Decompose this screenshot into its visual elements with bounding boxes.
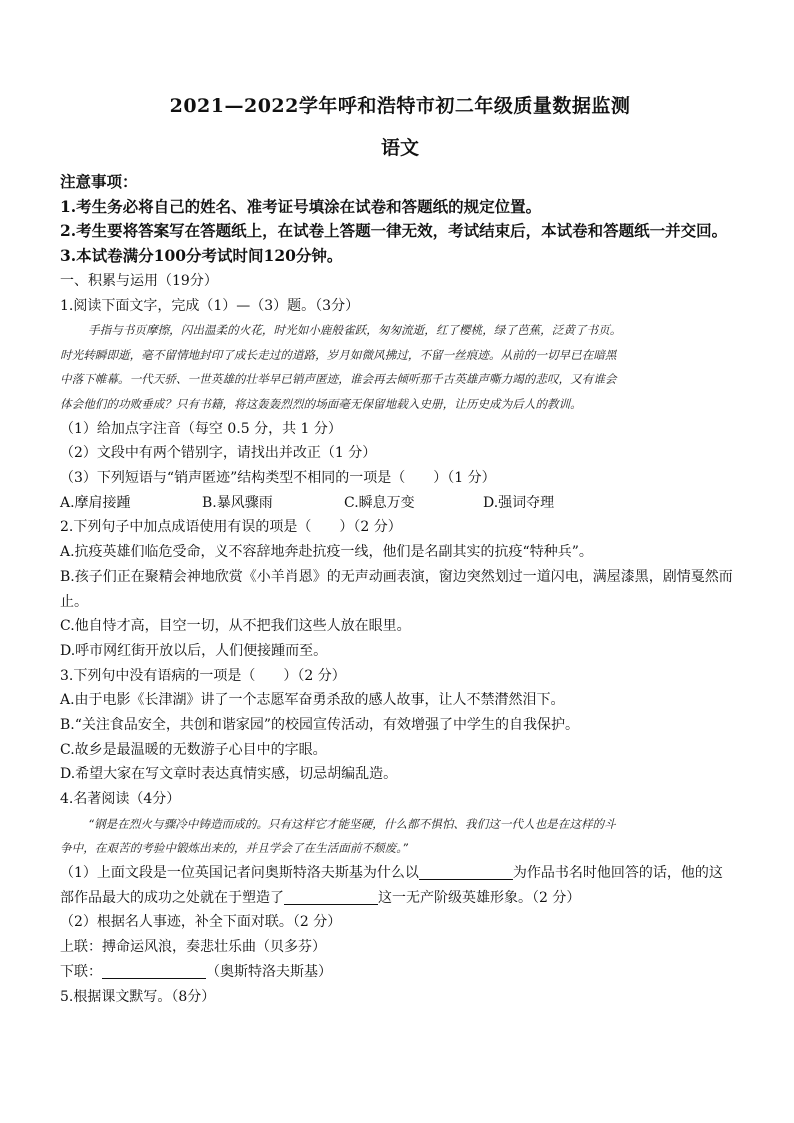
notice-item: 3.本试卷满分100分考试时间120分钟。 xyxy=(60,246,343,266)
option-b: B.“关注食品安全，共创和谐家园”的校园宣传活动，有效增强了中学生的自我保护。 xyxy=(60,717,580,734)
question-3 xyxy=(60,664,740,788)
option-d: D.呼市网红街开放以后，人们便接踵而至。 xyxy=(60,642,328,659)
exam-title: 2021—2022学年呼和浩特市初二年级质量数据监测 xyxy=(169,95,631,117)
question-stem: 3.下列句中没有语病的一项是（ ）（2 分） xyxy=(60,667,346,684)
notice-item: 2.考生要将答案写在答题纸上，在试卷上答题一律无效，考试结束后，本试卷和答题纸一并交回。 xyxy=(60,221,728,241)
sub-question: （2）根据名人事迹，补全下面对联。（2 分） xyxy=(60,914,342,931)
question-4 xyxy=(60,787,740,984)
passage-line: 时光转瞬即逝，毫不留情地封印了成长走过的道路，岁月如微风拂过，不留一丝痕迹。从前的一切早已在暗黑 xyxy=(60,347,617,362)
option-d: D.希望大家在写文章时表达真情实感，切忌胡编乱造。 xyxy=(60,766,398,783)
sub-question: （1）给加点字注音（每空 0.5 分，共 1 分） xyxy=(60,420,342,437)
couplet-lower-note: （奥斯特洛夫斯基） xyxy=(206,963,332,980)
passage-line: 体会他们的功败垂成？只有书籍，将这轰轰烈烈的场面毫无保留地载入史册，让历史成为后人的教训。 xyxy=(60,397,582,411)
option-b-continued: 止。 xyxy=(60,593,88,610)
quote-line: 争中，在艰苦的考验中锻炼出来的，并且学会了在生活面前不颓废。” xyxy=(60,841,409,856)
notice-item: 1.考生务必将自己的姓名、准考证号填涂在试卷和答题纸的规定位置。 xyxy=(60,196,542,216)
sub-question xyxy=(60,861,740,886)
option-row xyxy=(60,491,740,516)
answer-blank xyxy=(284,888,378,905)
answer-blank xyxy=(419,863,513,880)
question-5 xyxy=(60,985,740,1010)
sub-question-text: 为作品书名时他回答的话，他的这 xyxy=(512,865,723,882)
option-c: C.故乡是最温暖的无数游子心目中的字眼。 xyxy=(60,741,327,758)
couplet-upper: 上联：搏命运风浪，奏悲壮乐曲（贝多芬） xyxy=(60,939,326,956)
notice-block xyxy=(60,170,740,269)
sub-question xyxy=(60,886,740,911)
option-a: A.抗疫英雄们临危受命，义不容辞地奔赴抗疫一线，他们是名副其实的抗疫“特种兵”。 xyxy=(60,544,593,561)
subject-title: 语文 xyxy=(380,137,419,159)
option-b: B.孩子们正在聚精会神地欣赏《小羊肖恩》的无声动画表演，窗边突然划过一道闪电，满屋漆黑，剧情戛然而 xyxy=(60,568,733,585)
notice-heading: 注意事项： xyxy=(60,172,138,191)
couplet-lower-label: 下联： xyxy=(60,963,102,980)
question-2 xyxy=(60,515,740,663)
question-stem: 5.根据课文默写。（8分） xyxy=(60,988,216,1005)
option-d: D.强词夺理 xyxy=(483,494,555,511)
passage-line: 手指与书页摩擦，闪出温柔的火花，时光如小鹿般雀跃，匆匆流逝，红了樱桃，绿了芭蕉，泛黄了书页。 xyxy=(88,323,622,338)
sub-question-text: 部作品最大的成功之处就在于塑造了 xyxy=(60,889,284,906)
option-a: A.摩肩接踵 xyxy=(60,494,131,511)
option-b: B.暴风骤雨 xyxy=(202,494,273,511)
couplet-lower xyxy=(60,960,740,985)
option-c: C.他自恃才高，目空一切，从不把我们这些人放在眼里。 xyxy=(60,618,411,635)
quote-line: “钢是在烈火与骤冷中铸造而成的。只有这样它才能坚硬，什么都不惧怕、我们这一代人也是在这样的斗 xyxy=(88,816,616,831)
exam-page xyxy=(60,92,740,1009)
sub-question-text: （1）上面文段是一位英国记者问奥斯特洛夫斯基为什么以 xyxy=(60,865,419,882)
sub-question: （2）文段中有两个错别字，请找出并改正（1 分） xyxy=(60,445,377,462)
question-1 xyxy=(60,294,740,516)
answer-blank xyxy=(102,962,206,979)
sub-question: （3）下列短语与“销声匿迹”结构类型不相同的一项是（ ）（1 分） xyxy=(60,470,496,486)
question-stem: 1.阅读下面文字，完成（1）—（3）题。（3分） xyxy=(60,297,360,314)
passage-line: 中落下帷幕。一代天骄、一世英雄的壮举早已销声匿迹，谁会再去倾听那千古英雄声嘶力竭的悲叹，又有谁会 xyxy=(60,372,617,387)
sub-question-text: 这一无产阶级英雄形象。（2 分） xyxy=(378,889,581,906)
question-stem: 2.下列句子中加点成语使用有误的项是（ ）（2 分） xyxy=(60,519,402,536)
section-heading: 一、积累与运用（19分） xyxy=(60,272,218,289)
question-stem: 4.名著阅读（4分） xyxy=(60,791,181,808)
option-c: C.瞬息万变 xyxy=(344,494,415,511)
option-a: A.由于电影《长津湖》讲了一个志愿军奋勇杀敌的感人故事，让人不禁潸然泪下。 xyxy=(60,692,565,709)
